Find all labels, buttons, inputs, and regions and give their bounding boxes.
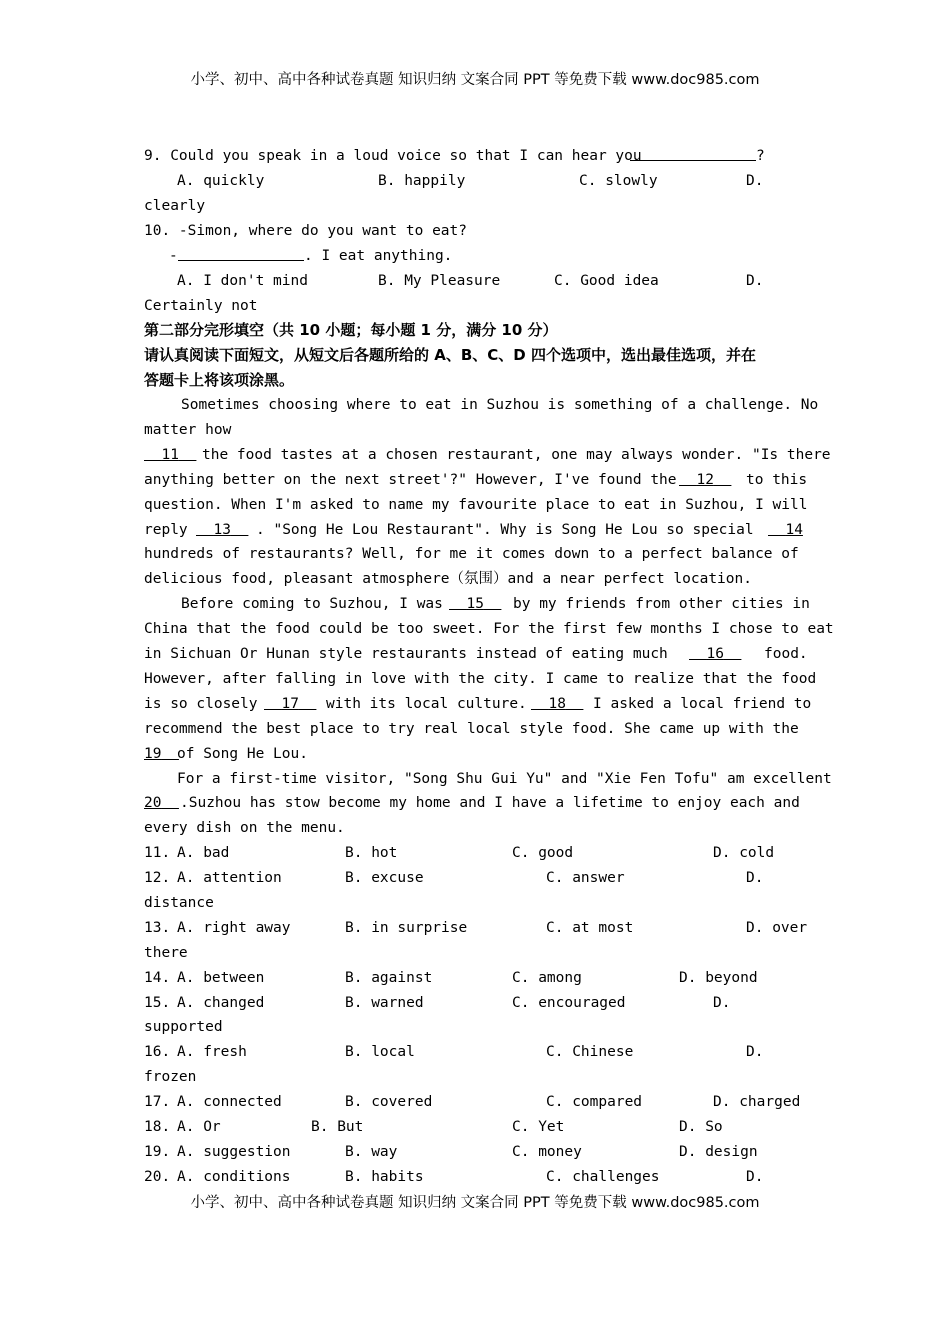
options-row-19 [144, 1140, 758, 1165]
options-row-16 [144, 1040, 764, 1065]
option-b: B. hot [345, 845, 398, 861]
option-a: A. right away [177, 920, 291, 936]
passage-text: . "Song He Lou Restaurant". Why is Song He Lou so special [256, 522, 754, 538]
question-10-stem: 10. -Simon, where do you want to eat? [144, 223, 468, 239]
option-c: C. at most [546, 920, 634, 936]
option-c: C. good [512, 845, 574, 861]
passage-line [144, 518, 803, 543]
options-row-13 [144, 916, 808, 941]
passage-line: hundreds of restaurants? Well, for me it comes down to a perfect balance of [144, 546, 799, 562]
option-d-text: clearly [144, 198, 206, 214]
passage-line: Sometimes choosing where to eat in Suzhou is something of a challenge. No [181, 397, 819, 413]
passage-text: to this [746, 472, 808, 488]
blank-17: 17 [281, 696, 299, 712]
reply-dash: - [169, 248, 178, 264]
option-d: D. [746, 173, 764, 189]
passage-line: For a first-time visitor, "Song Shu Gui Yu" and "Xie Fen Tofu" am excellent [177, 771, 832, 787]
option-b: B. excuse [345, 870, 424, 886]
passage-line [144, 642, 808, 667]
blank-18: 18 [548, 696, 566, 712]
option-c: C. money [512, 1144, 582, 1160]
options-row-14 [144, 966, 758, 991]
option-number: 15. [144, 995, 171, 1011]
options-row-11 [144, 841, 775, 866]
passage-text: anything better on the next street'?" However, I've found the [144, 472, 677, 488]
passage-line [144, 791, 800, 816]
option-number: 17. [144, 1094, 171, 1110]
blank-16: 16 [706, 646, 724, 662]
passage-text: with its local culture. [326, 696, 527, 712]
options-row-17 [144, 1090, 801, 1115]
option-d: D. [746, 1044, 764, 1060]
page-header: 小学、初中、高中各种试卷真题 知识归纳 文案合同 PPT 等免费下载 www.doc985.com [190, 72, 760, 88]
option-number: 12. [144, 870, 171, 886]
passage-line [144, 443, 831, 468]
blank-19: 19 [144, 746, 162, 762]
option-b: B. local [345, 1044, 415, 1060]
section-title: 第二部分完形填空（共 10 小题；每小题 1 分，满分 10 分） [144, 321, 558, 339]
passage-line: delicious food, pleasant atmosphere（氛围）and a near perfect location. [144, 571, 752, 587]
passage-text: in Sichuan Or Hunan style restaurants instead of eating much [144, 646, 668, 662]
option-a: A. changed [177, 995, 265, 1011]
option-b: B. way [345, 1144, 398, 1160]
passage-line: However, after falling in love with the city. I came to realize that the food [144, 671, 817, 687]
option-a: A. conditions [177, 1169, 291, 1185]
option-a: A. Or [177, 1119, 221, 1135]
question-10-options [144, 269, 808, 294]
option-b: B. happily [378, 173, 466, 189]
option-d: D. charged [713, 1094, 801, 1110]
passage-line: every dish on the menu. [144, 820, 345, 836]
option-b: B. covered [345, 1094, 433, 1110]
option-d: D. cold [713, 845, 775, 861]
option-a: A. fresh [177, 1044, 247, 1060]
option-c: C. answer [546, 870, 625, 886]
option-number: 18. [144, 1119, 171, 1135]
option-c: C. slowly [579, 173, 658, 189]
passage-text: by my friends from other cities in [513, 596, 810, 612]
section-instructions-cont: 答题卡上将该项涂黑。 [144, 371, 295, 389]
answer-blank [178, 244, 304, 270]
option-b: B. in surprise [345, 920, 468, 936]
question-9-stem: 9. Could you speak in a loud voice so that I can hear you [144, 148, 642, 164]
question-9-end: ? [756, 148, 765, 164]
reply-text: . I eat anything. [304, 248, 453, 264]
option-d: D. [713, 995, 731, 1011]
option-a: A. attention [177, 870, 282, 886]
passage-text: is so closely [144, 696, 258, 712]
option-d: D. [746, 1169, 764, 1185]
option-d: D. over [746, 920, 808, 936]
passage-line: question. When I'm asked to name my favourite place to eat in Suzhou, I will [144, 497, 808, 513]
option-wrap: frozen [144, 1069, 197, 1085]
passage-text: I asked a local friend to [593, 696, 812, 712]
option-b: B. against [345, 970, 433, 986]
option-b: B. But [311, 1119, 364, 1135]
option-a: A. quickly [177, 173, 265, 189]
passage-line: matter how [144, 422, 232, 438]
option-c: C. encouraged [512, 995, 626, 1011]
options-row-20 [144, 1165, 764, 1190]
passage-text: Before coming to Suzhou, I was [181, 596, 443, 612]
option-a: A. between [177, 970, 265, 986]
option-c: C. Yet [512, 1119, 565, 1135]
answer-blank [630, 144, 756, 170]
passage-text: the food tastes at a chosen restaurant, one may always wonder. "Is there [202, 447, 831, 463]
option-a: A. connected [177, 1094, 282, 1110]
options-row-12 [144, 866, 764, 891]
option-b: B. warned [345, 995, 424, 1011]
question-10-reply [144, 244, 453, 269]
option-number: 16. [144, 1044, 171, 1060]
blank-15: 15 [466, 596, 484, 612]
option-number: 11. [144, 845, 171, 861]
option-wrap: there [144, 945, 188, 961]
passage-line: China that the food could be too sweet. For the first few months I chose to eat [144, 621, 834, 637]
question-9-options [144, 169, 808, 194]
passage-line [144, 742, 308, 767]
option-number: 19. [144, 1144, 171, 1160]
blank-14: 14 [785, 522, 803, 538]
option-d-text: Certainly not [144, 298, 258, 314]
passage-line [144, 468, 808, 493]
passage-line: recommend the best place to try real local style food. She came up with the [144, 721, 799, 737]
passage-text: reply [144, 522, 188, 538]
option-d: D. beyond [679, 970, 758, 986]
section-instructions: 请认真阅读下面短文，从短文后各题所给的 A、B、C、D 四个选项中，选出最佳选项，并在 [144, 346, 756, 364]
option-d: D. So [679, 1119, 723, 1135]
option-c: C. Chinese [546, 1044, 634, 1060]
blank-12: 12 [696, 472, 714, 488]
option-a: A. suggestion [177, 1144, 291, 1160]
option-number: 20. [144, 1169, 171, 1185]
option-d: D. design [679, 1144, 758, 1160]
option-b: B. habits [345, 1169, 424, 1185]
passage-text: food. [764, 646, 808, 662]
option-c: C. challenges [546, 1169, 660, 1185]
blank-13: 13 [213, 522, 231, 538]
option-c: C. Good idea [554, 273, 659, 289]
option-b: B. My Pleasure [378, 273, 501, 289]
question-9 [144, 144, 765, 169]
page-footer: 小学、初中、高中各种试卷真题 知识归纳 文案合同 PPT 等免费下载 www.doc985.com [190, 1195, 760, 1211]
passage-text: of Song He Lou. [177, 746, 308, 762]
options-row-15 [144, 991, 731, 1016]
option-wrap: supported [144, 1019, 223, 1035]
option-a: A. bad [177, 845, 230, 861]
blank-11: 11 [161, 447, 179, 463]
option-a: A. I don't mind [177, 273, 308, 289]
option-d: D. [746, 273, 764, 289]
option-d: D. [746, 870, 764, 886]
option-wrap: distance [144, 895, 214, 911]
option-number: 13. [144, 920, 171, 936]
option-c: C. among [512, 970, 582, 986]
options-row-18 [144, 1115, 723, 1140]
option-number: 14. [144, 970, 171, 986]
passage-text: .Suzhou has stow become my home and I have a lifetime to enjoy each and [180, 795, 800, 811]
blank-20: 20 [144, 795, 162, 811]
option-c: C. compared [546, 1094, 643, 1110]
passage-line [144, 692, 812, 717]
passage-line [144, 592, 810, 617]
